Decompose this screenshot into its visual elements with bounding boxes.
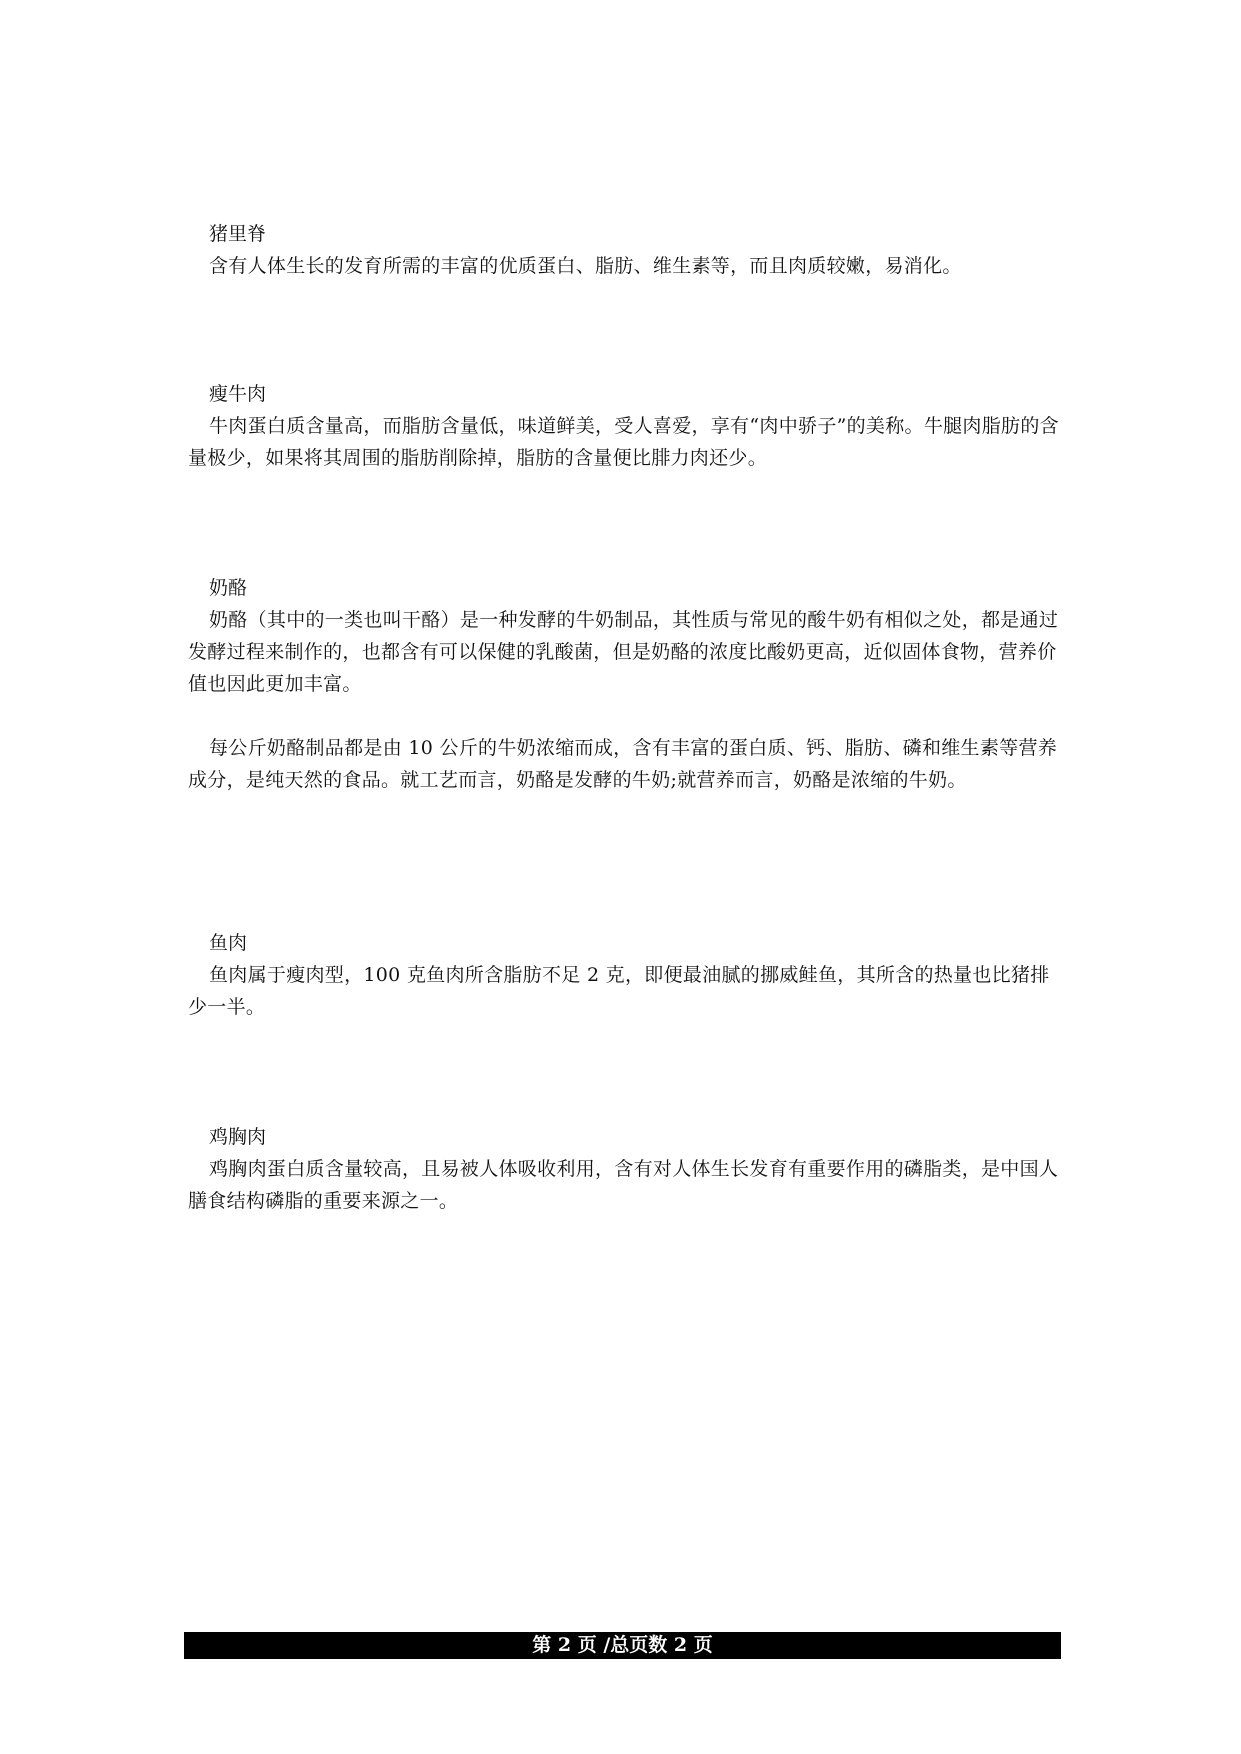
section-chicken-breast <box>188 1121 1068 1217</box>
section-lean-beef <box>188 378 1068 474</box>
section-heading: 猪里脊 <box>209 223 267 245</box>
section-heading: 鸡胸肉 <box>209 1126 267 1148</box>
section-paragraph: 牛肉蛋白质含量高，而脂肪含量低，味道鲜美，受人喜爱，享有“肉中骄子”的美称。牛腿肉脂肪的含量极少，如果将其周围的脂肪削除掉，脂肪的含量便比腓力肉还少。 <box>188 415 1059 469</box>
page-footer <box>184 1632 1061 1659</box>
page-number-label: 第 2 页 /总页数 2 页 <box>532 1634 713 1656</box>
section-pork-tenderloin <box>188 218 1068 282</box>
section-cheese <box>188 572 1068 796</box>
section-paragraph: 每公斤奶酪制品都是由 10 公斤的牛奶浓缩而成，含有丰富的蛋白质、钙、脂肪、磷和维生素等营养成分，是纯天然的食品。就工艺而言，奶酪是发酵的牛奶;就营养而言，奶酪是浓缩的牛奶。 <box>188 737 1058 791</box>
section-paragraph: 鸡胸肉蛋白质含量较高，且易被人体吸收利用，含有对人体生长发育有重要作用的磷脂类，是中国人膳食结构磷脂的重要来源之一。 <box>188 1158 1059 1212</box>
section-heading: 瘦牛肉 <box>209 383 267 405</box>
section-paragraph: 奶酪（其中的一类也叫干酪）是一种发酵的牛奶制品，其性质与常见的酸牛奶有相似之处，都是通过发酵过程来制作的，也都含有可以保健的乳酸菌，但是奶酪的浓度比酸奶更高，近似固体食物，营养价值也因此更加丰富。 <box>188 609 1059 695</box>
section-heading: 奶酪 <box>209 577 248 599</box>
section-paragraph: 鱼肉属于瘦肉型，100 克鱼肉所含脂肪不足 2 克，即便最油腻的挪威鲑鱼，其所含的热量也比猪排少一半。 <box>188 964 1050 1018</box>
section-paragraph: 含有人体生长的发育所需的丰富的优质蛋白、脂肪、维生素等，而且肉质较嫩，易消化。 <box>209 255 962 277</box>
section-heading: 鱼肉 <box>209 932 248 954</box>
section-fish <box>188 927 1068 1023</box>
